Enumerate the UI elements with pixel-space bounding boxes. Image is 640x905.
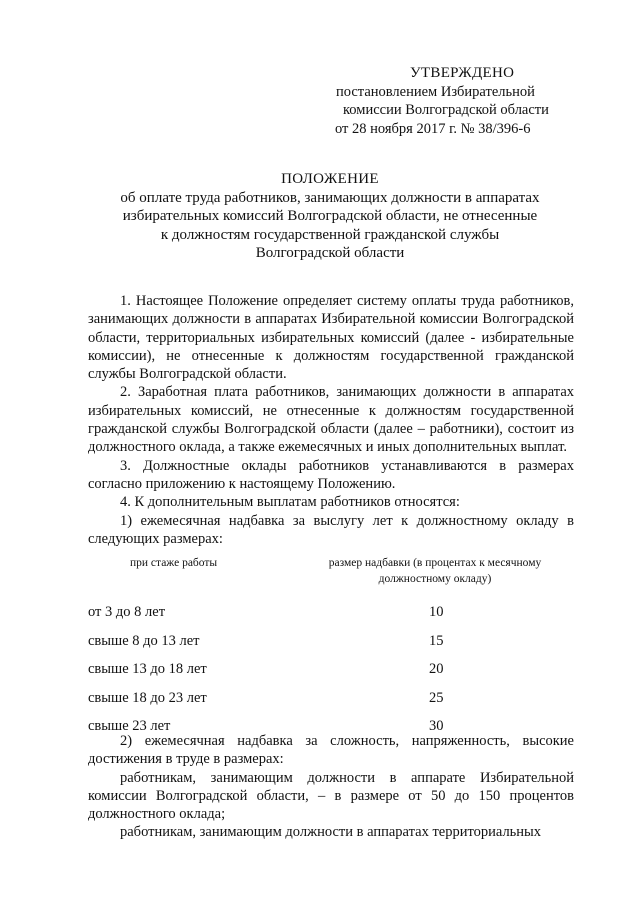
approval-line: комиссии Волгоградской области bbox=[343, 102, 549, 118]
row-percent: 20 bbox=[429, 661, 444, 678]
paragraph-4-2-b: работникам, занимающим должности в аппаратах территориальных bbox=[120, 824, 542, 841]
approval-heading: УТВЕРЖДЕНО bbox=[410, 65, 515, 81]
paragraph-2: 2. Заработная плата работников, занимающих должности в аппаратах избирательных комиссий, не отнесенные к должностям государственной гражданской службы Волгоградской области (далее – работники), состоит из должностного оклада, а также ежемесячных и иных дополнительных выплат. bbox=[88, 384, 574, 456]
document-title-main: ПОЛОЖЕНИЕ bbox=[281, 171, 379, 187]
table-row bbox=[88, 604, 574, 633]
paragraph-4-2: 2) ежемесячная надбавка за сложность, напряженность, высокие достижения в труде в размерах: bbox=[88, 733, 574, 768]
document-title-line: Волгоградской области bbox=[255, 245, 405, 261]
seniority-bonus-table bbox=[88, 556, 574, 747]
row-period: от 3 до 8 лет bbox=[88, 604, 166, 620]
column-header-period: при стаже работы bbox=[130, 557, 218, 569]
table-header bbox=[88, 556, 574, 604]
approval-stamp bbox=[330, 64, 600, 138]
approval-line: постановлением Избирательной bbox=[336, 83, 535, 100]
document-title bbox=[80, 170, 580, 263]
row-percent: 25 bbox=[429, 689, 444, 706]
row-percent: 15 bbox=[429, 632, 444, 649]
row-percent: 30 bbox=[429, 718, 444, 735]
paragraph-3: 3. Должностные оклады работников устанавливаются в размерах согласно приложению к настоящему Положению. bbox=[88, 457, 574, 492]
row-percent: 10 bbox=[429, 604, 444, 620]
document-body-continued bbox=[88, 732, 574, 842]
paragraph-4-2-a: работникам, занимающим должности в аппарате Избирательной комиссии Волгоградской области, – в размере от 50 до 150 процентов должностного оклада; bbox=[88, 769, 574, 823]
table-row bbox=[88, 633, 574, 662]
approval-line: от 28 ноября 2017 г. № 38/396-6 bbox=[335, 120, 531, 137]
paragraph-4-1: 1) ежемесячная надбавка за выслугу лет к должностному окладу в следующих размерах: bbox=[88, 512, 574, 547]
document-title-line: об оплате труда работников, занимающих должности в аппаратах bbox=[120, 189, 540, 206]
document-title-line: к должностям государственной гражданской службы bbox=[160, 226, 500, 243]
row-period: свыше 13 до 18 лет bbox=[88, 661, 207, 678]
row-period: свыше 18 до 23 лет bbox=[88, 689, 207, 706]
document-body bbox=[88, 292, 574, 548]
table-row bbox=[88, 690, 574, 719]
row-period: свыше 8 до 13 лет bbox=[88, 632, 200, 649]
row-period: свыше 23 лет bbox=[88, 718, 171, 735]
column-header-percent: размер надбавки (в процентах к месячному должностному окладу) bbox=[328, 557, 542, 585]
document-title-line: избирательных комиссий Волгоградской области, не отнесенные bbox=[122, 208, 538, 224]
paragraph-4: 4. К дополнительным выплатам работников относятся: bbox=[120, 494, 460, 511]
table-row bbox=[88, 661, 574, 690]
paragraph-1: 1. Настоящее Положение определяет систему оплаты труда работников, занимающих должности в аппаратах Избирательной комиссии Волгоградской области, территориальных избирательных комиссий (далее - избирательные комиссии), не отнесенные к должностям государственной гражданской службы Волгоградской области. bbox=[88, 293, 574, 383]
